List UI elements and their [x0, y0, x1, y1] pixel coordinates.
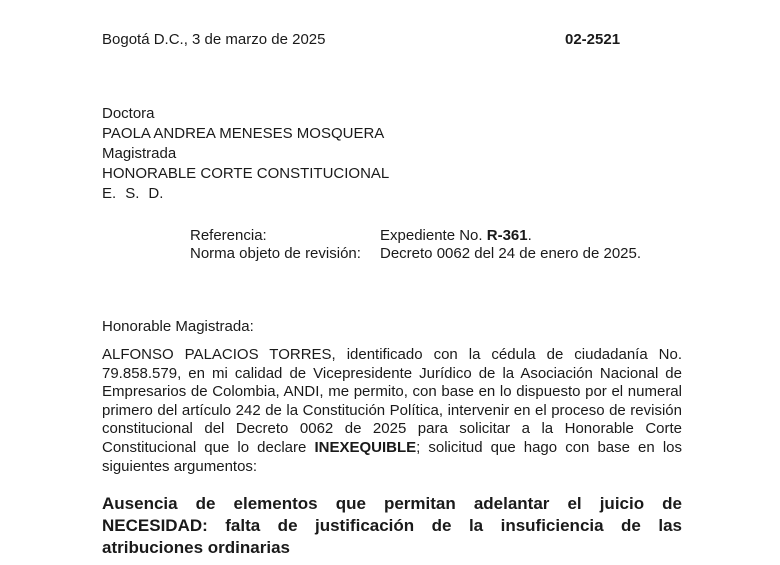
norm-label: Norma objeto de revisión:	[190, 245, 361, 262]
norm-value: Decreto 0062 del 24 de enero de 2025.	[380, 245, 642, 262]
esd-e: E.	[102, 185, 117, 202]
recipient-title: Doctora	[102, 105, 155, 122]
reference-value-prefix: Expediente No.	[380, 227, 487, 244]
body-text-bold: INEXEQUIBLE	[314, 438, 417, 456]
recipient-esd	[102, 184, 389, 204]
recipient-court: HONORABLE CORTE CONSTITUCIONAL	[102, 165, 390, 182]
recipient-block	[102, 104, 389, 204]
salutation: Honorable Magistrada:	[102, 318, 254, 335]
reference-code: 02-2521	[565, 31, 621, 48]
section-heading: Ausencia de elementos que permitan adelantar el juicio de NECESIDAD: falta de justificación de la insuficiencia de las atribuciones ordinarias	[102, 494, 682, 557]
esd-d: D.	[148, 185, 164, 202]
recipient-name: PAOLA ANDREA MENESES MOSQUERA	[102, 125, 385, 142]
recipient-position: Magistrada	[102, 145, 177, 162]
place-date: Bogotá D.C., 3 de marzo de 2025	[102, 31, 326, 48]
body-text-before: ALFONSO PALACIOS TORRES, identificado con la cédula de ciudadanía No. 79.858.579, en mi calidad de Vicepresidente Jurídico de la Asociación Nacional de Empresarios de Colombia, ANDI, me permito, con base en lo dispuesto por el numeral primero del artículo 242 de la Constitución Política, intervenir en el proceso de revisión constitucional del Decreto 0062 de 2025 para solicitar a la Honorable Corte Constitucional que lo declare	[102, 346, 682, 456]
reference-label: Referencia:	[190, 227, 267, 244]
body-paragraph	[102, 346, 682, 476]
body-text-after: ; solicitud que hago con base en los siguientes argumentos:	[102, 438, 682, 475]
reference-value	[380, 227, 532, 244]
reference-value-suffix: .	[527, 227, 532, 244]
reference-value-code: R-361	[486, 227, 528, 244]
esd-s: S.	[125, 185, 140, 202]
